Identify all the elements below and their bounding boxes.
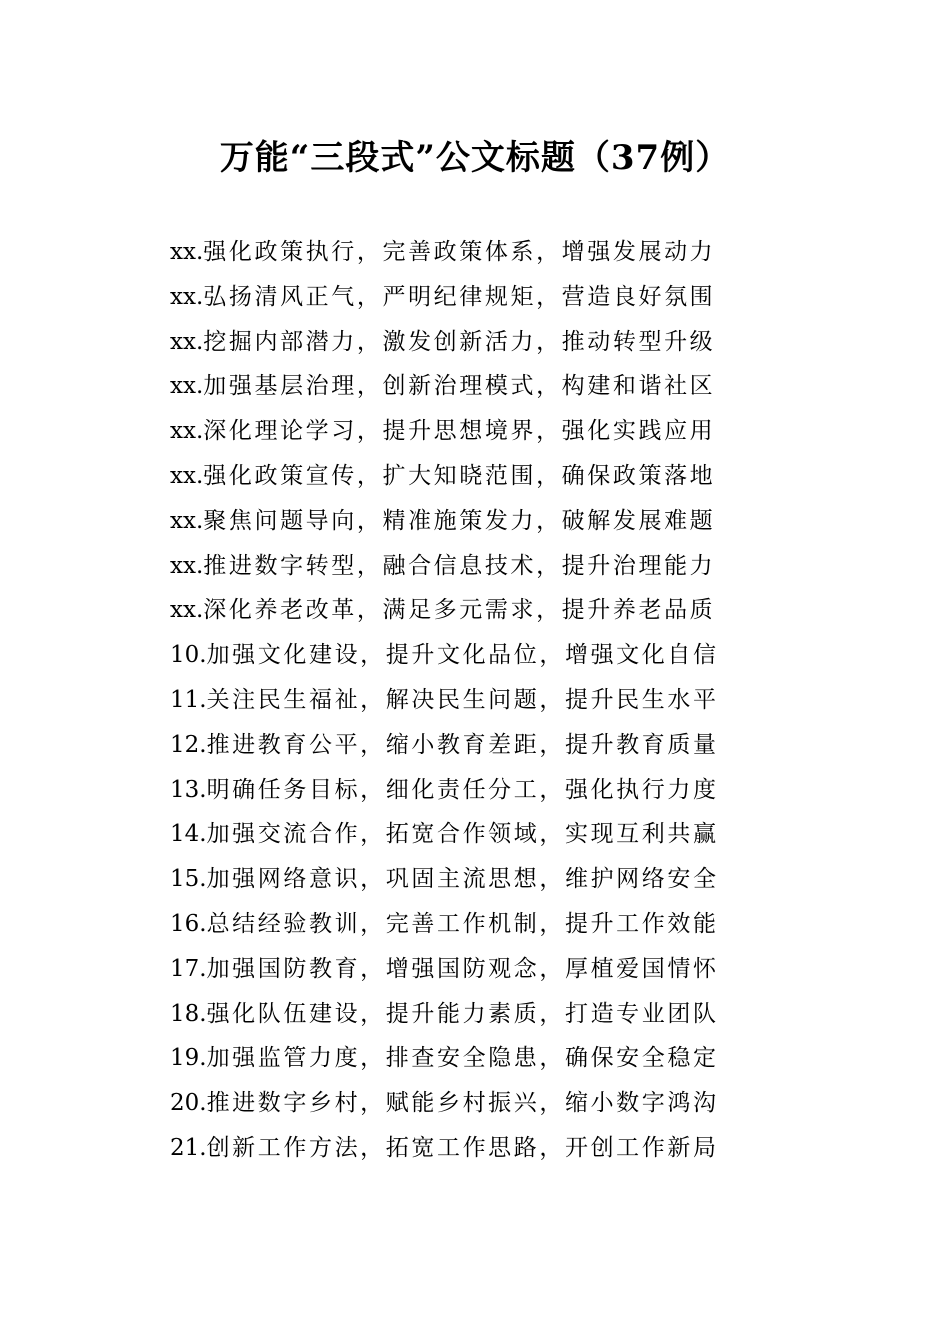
item-text: 强化政策执行，完善政策体系，增强发展动力 [203,239,716,265]
item-text: 加强基层治理，创新治理模式，构建和谐社区 [203,373,716,400]
item-text: 强化政策宣传，扩大知晓范围，确保政策落地 [203,462,716,489]
item-text: 推进数字转型，融合信息技术，提升治理能力 [203,552,716,579]
list-item [170,768,770,813]
item-text: 挖掘内部潜力，激发创新活力，推动转型升级 [203,328,716,355]
item-text: 加强交流合作，拓宽合作领域，实现互利共赢 [206,821,719,848]
list-item [170,364,770,409]
list-item [170,544,770,589]
list-item [170,902,770,947]
item-text: 强化队伍建设，提升能力素质，打造专业团队 [206,1000,719,1027]
item-text: 加强网络意识，巩固主流思想，维护网络安全 [206,866,719,893]
list-item [170,320,770,365]
item-number: xx. [170,418,204,445]
item-text: 总结经验教训，完善工作机制，提升工作效能 [206,910,719,937]
item-text: 弘扬清风正气，严明纪律规矩，营造良好氛围 [203,283,716,310]
item-text: 加强国防教育，增强国防观念，厚植爱国情怀 [206,955,719,982]
item-number: 13. [170,776,207,803]
list-item [170,454,770,499]
item-number: 16. [170,910,207,937]
item-number: xx. [170,283,204,310]
item-number: xx. [170,507,204,534]
list-item [170,230,770,275]
list-item [170,409,770,454]
item-number: xx. [170,373,204,400]
page-title: 万能“三段式”公文标题（37例） [219,138,731,178]
item-text: 深化养老改革，满足多元需求，提升养老品质 [203,597,716,624]
item-text: 加强文化建设，提升文化品位，增强文化自信 [206,642,719,669]
item-number: 11. [170,686,207,713]
item-number: 21. [170,1134,207,1161]
item-number: xx. [170,597,204,624]
item-text: 明确任务目标，细化责任分工，强化执行力度 [206,776,719,803]
list-item [170,812,770,857]
list-item [170,857,770,902]
title-list [170,230,770,1171]
item-text: 创新工作方法，拓宽工作思路，开创工作新局 [206,1134,719,1161]
item-number: 17. [170,955,207,982]
list-item [170,499,770,544]
list-item [170,1081,770,1126]
item-number: xx. [170,462,204,489]
list-item [170,1126,770,1171]
item-number: xx. [170,328,204,355]
item-number: 20. [170,1090,207,1117]
list-item [170,633,770,678]
item-number: xx. [170,239,204,265]
list-item [170,947,770,992]
item-number: 14. [170,821,207,848]
item-text: 深化理论学习，提升思想境界，强化实践应用 [203,418,716,445]
item-text: 加强监管力度，排查安全隐患，确保安全稳定 [206,1045,719,1072]
item-number: 18. [170,1000,207,1027]
item-number: 12. [170,731,207,758]
item-text: 推进教育公平，缩小教育差距，提升教育质量 [206,731,719,758]
item-text: 关注民生福祉，解决民生问题，提升民生水平 [206,686,719,713]
list-item [170,992,770,1037]
item-text: 聚焦问题导向，精准施策发力，破解发展难题 [203,507,716,534]
list-item [170,588,770,633]
list-item [170,678,770,723]
item-number: 19. [170,1045,207,1072]
item-text: 推进数字乡村，赋能乡村振兴，缩小数字鸿沟 [206,1090,719,1117]
item-number: 15. [170,866,207,893]
list-item [170,723,770,768]
item-number: 10. [170,642,207,669]
item-number: xx. [170,552,204,579]
list-item [170,275,770,320]
list-item [170,1036,770,1081]
